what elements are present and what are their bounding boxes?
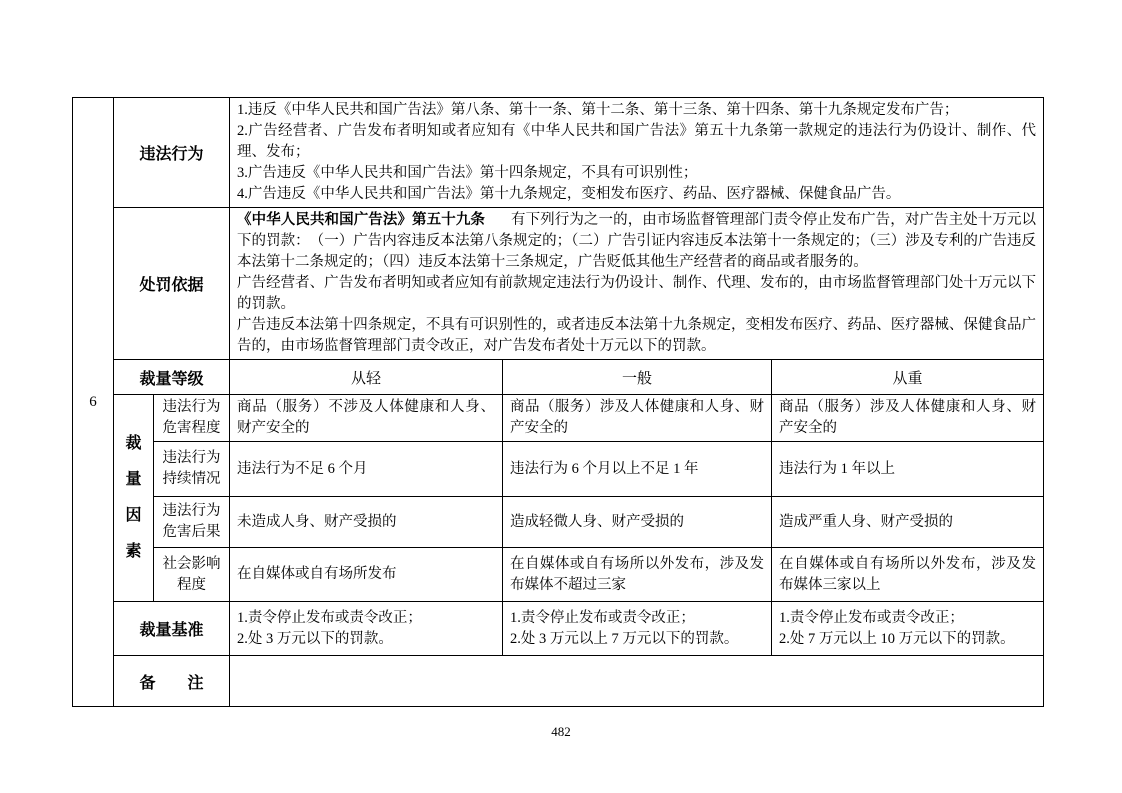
violation-item-4: 4.广告违反《中华人民共和国广告法》第十九条规定，变相发布医疗、药品、医疗器械、保健食品广告。 bbox=[237, 186, 901, 202]
factor-consequence-general: 造成轻微人身、财产受损的 bbox=[503, 497, 772, 548]
penalty-basis-paragraph-1 bbox=[237, 210, 1036, 273]
factor-social-impact-label: 社会影响 程度 bbox=[154, 548, 230, 602]
factor-consequence-light: 未造成人身、财产受损的 bbox=[230, 497, 503, 548]
grade-level-general: 一般 bbox=[503, 360, 772, 395]
row-remark bbox=[73, 656, 1044, 707]
serial-number-cell bbox=[73, 98, 114, 707]
remark-content-cell bbox=[230, 656, 1044, 707]
row-violation bbox=[73, 98, 1044, 208]
penalty-discretion-table bbox=[72, 97, 1044, 707]
factor-consequence-label: 违法行为 危害后果 bbox=[154, 497, 230, 548]
factors-label-cell bbox=[114, 395, 154, 602]
law-article-title: 《中华人民共和国广告法》第五十九条 bbox=[237, 212, 485, 228]
factors-label: 裁量因素 bbox=[125, 435, 142, 560]
factor-social-impact-light: 在自媒体或自有场所发布 bbox=[230, 548, 503, 602]
penalty-basis-label: 处罚依据 bbox=[114, 208, 230, 360]
violation-item-3: 3.广告违反《中华人民共和国广告法》第十四条规定，不具有可识别性； bbox=[237, 165, 698, 181]
benchmark-general: 1.责令停止发布或责令改正； 2.处 3 万元以上 7 万元以下的罚款。 bbox=[503, 602, 772, 656]
row-penalty-basis bbox=[73, 208, 1044, 360]
factor-consequence-heavy: 造成严重人身、财产受损的 bbox=[772, 497, 1044, 548]
factor-harm-degree-light: 商品（服务）不涉及人体健康和人身、财产安全的 bbox=[230, 395, 503, 442]
benchmark-label: 裁量基准 bbox=[114, 602, 230, 656]
penalty-basis-paragraph-2: 广告经营者、广告发布者明知或者应知有前款规定违法行为仍设计、制作、代理、发布的，由市场监督管理部门处十万元以下的罚款。 bbox=[237, 275, 1037, 312]
factor-duration-label: 违法行为 持续情况 bbox=[154, 442, 230, 497]
serial-number: 6 bbox=[89, 393, 97, 410]
penalty-basis-paragraph-3: 广告违反本法第十四条规定，不具有可识别性的，或者违反本法第十九条规定，变相发布医疗、药品、医疗器械、保健食品广告的，由市场监督管理部门责令改正，对广告发布者处十万元以下的罚款。 bbox=[237, 317, 1037, 354]
benchmark-light: 1.责令停止发布或责令改正； 2.处 3 万元以下的罚款。 bbox=[230, 602, 503, 656]
penalty-basis-paragraph-1-text: 有下列行为之一的，由市场监督管理部门责令停止发布广告，对广告主处十万元以下的罚款： （一）广告内容违反本法第八条规定的；（二）广告引证内容违反本法第十一条规定的；（三）涉及专利的广告违反本法第十二条规定的；（四）违反本法第十三条规定，广告贬低其他生产经营者的商品或者服务的。 bbox=[237, 212, 1037, 270]
factor-harm-degree-heavy: 商品（服务）涉及人体健康和人身、财产安全的 bbox=[772, 395, 1044, 442]
factor-harm-degree-general: 商品（服务）涉及人体健康和人身、财产安全的 bbox=[503, 395, 772, 442]
benchmark-heavy: 1.责令停止发布或责令改正； 2.处 7 万元以上 10 万元以下的罚款。 bbox=[772, 602, 1044, 656]
factor-duration-general: 违法行为 6 个月以上不足 1 年 bbox=[503, 442, 772, 497]
row-factor-social-impact bbox=[73, 548, 1044, 602]
row-factor-harm-degree bbox=[73, 395, 1044, 442]
penalty-basis-content-cell bbox=[230, 208, 1044, 360]
factor-duration-heavy: 违法行为 1 年以上 bbox=[772, 442, 1044, 497]
violation-label: 违法行为 bbox=[114, 98, 230, 208]
violation-item-2: 2.广告经营者、广告发布者明知或者应知有《中华人民共和国广告法》第五十九条第一款规定的违法行为仍设计、制作、代理、发布； bbox=[237, 123, 1037, 160]
grade-label: 裁量等级 bbox=[114, 360, 230, 395]
page-number: 482 bbox=[551, 724, 571, 739]
row-benchmark bbox=[73, 602, 1044, 656]
remark-label: 备 注 bbox=[114, 656, 230, 707]
row-factor-consequence bbox=[73, 497, 1044, 548]
factor-social-impact-general: 在自媒体或自有场所以外发布，涉及发布媒体不超过三家 bbox=[503, 548, 772, 602]
factor-duration-light: 违法行为不足 6 个月 bbox=[230, 442, 503, 497]
row-grade-levels bbox=[73, 360, 1044, 395]
violation-content-cell bbox=[230, 98, 1044, 208]
grade-level-heavy: 从重 bbox=[772, 360, 1044, 395]
factor-social-impact-heavy: 在自媒体或自有场所以外发布，涉及发布媒体三家以上 bbox=[772, 548, 1044, 602]
factor-harm-degree-label: 违法行为 危害程度 bbox=[154, 395, 230, 442]
row-factor-duration bbox=[73, 442, 1044, 497]
violation-item-1: 1.违反《中华人民共和国广告法》第八条、第十一条、第十二条、第十三条、第十四条、第十九条规定发布广告； bbox=[237, 102, 959, 118]
grade-level-light: 从轻 bbox=[230, 360, 503, 395]
